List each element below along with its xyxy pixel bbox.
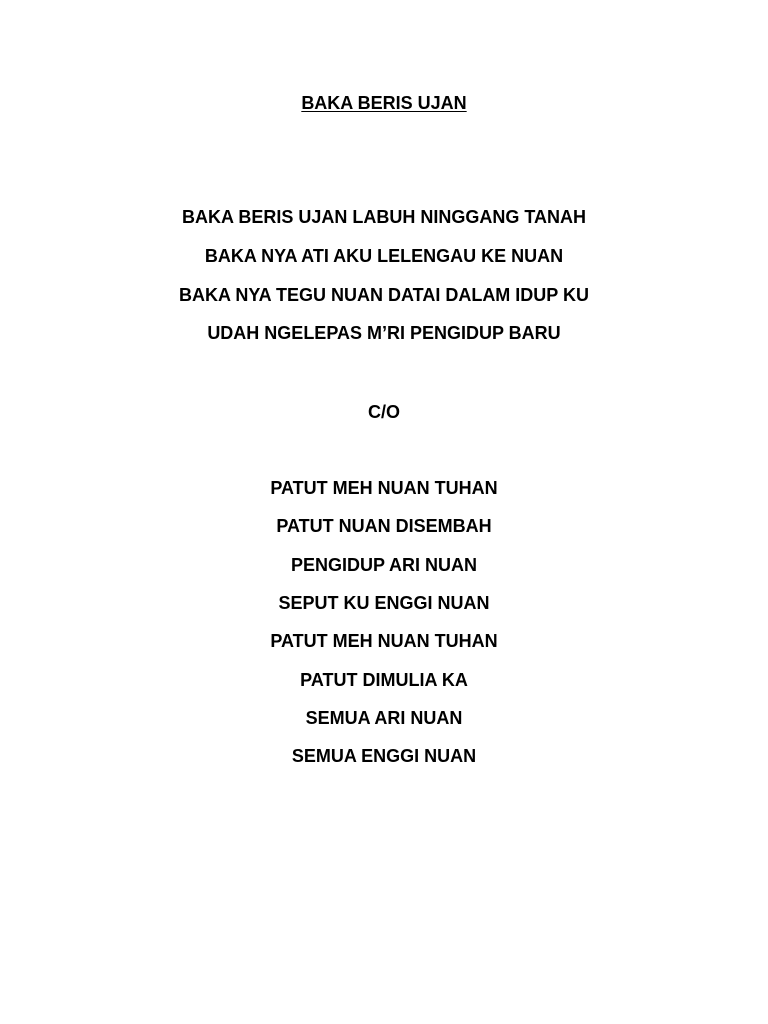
chorus-line-2: PATUT NUAN DISEMBAH [276, 516, 492, 536]
chorus-line-8: SEMUA ENGGI NUAN [291, 746, 477, 766]
song-title: BAKA BERIS UJAN [301, 93, 467, 113]
chorus-line-6: PATUT DIMULIA KA [300, 670, 468, 690]
chorus-line-5: PATUT MEH NUAN TUHAN [270, 631, 498, 651]
verse-line-3: BAKA NYA TEGU NUAN DATAI DALAM IDUP KU [178, 285, 589, 305]
chorus-line-3: PENGIDUP ARI NUAN [290, 555, 478, 575]
chorus-label: C/O [367, 402, 400, 422]
chorus-line-7: SEMUA ARI NUAN [305, 708, 463, 728]
chorus-line-1: PATUT MEH NUAN TUHAN [270, 478, 498, 498]
verse-line-1: BAKA BERIS UJAN LABUH NINGGANG TANAH [182, 207, 586, 227]
verse-line-4: UDAH NGELEPAS M’RI PENGIDUP BARU [207, 323, 561, 343]
chorus-line-4: SEPUT KU ENGGI NUAN [278, 593, 490, 613]
verse-line-2: BAKA NYA ATI AKU LELENGAU KE NUAN [204, 246, 564, 266]
